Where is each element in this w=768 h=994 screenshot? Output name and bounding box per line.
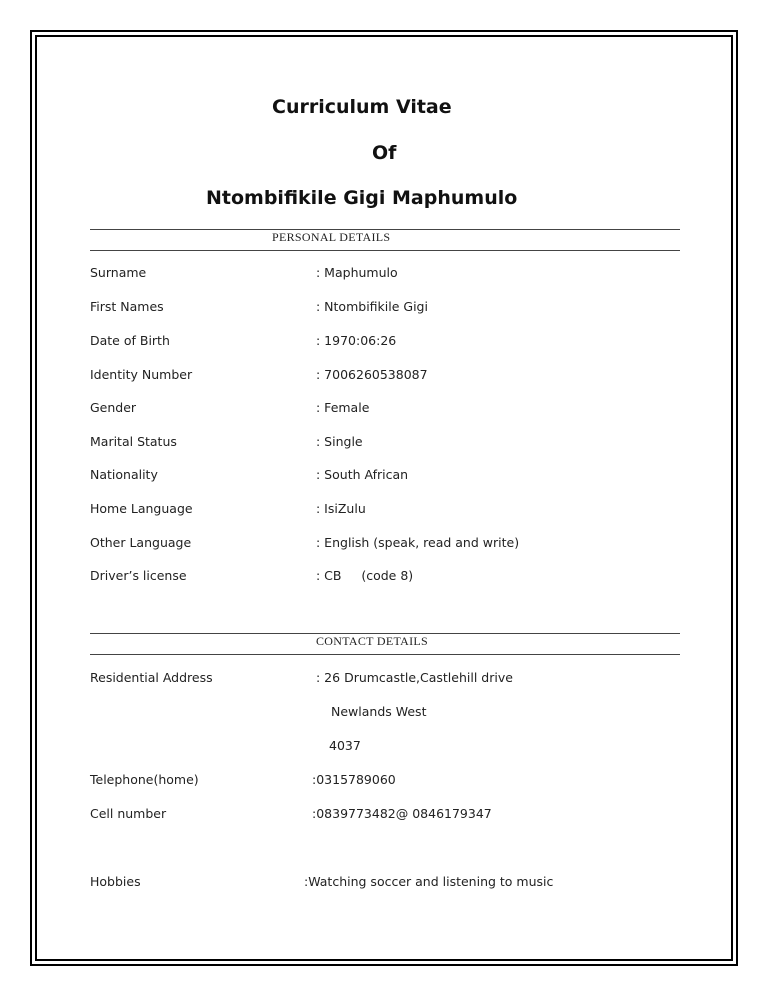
dob-value: : 1970:06:26	[316, 333, 397, 348]
address-line2: Newlands West	[331, 704, 427, 719]
hobbies-value: :Watching soccer and listening to music	[304, 874, 554, 889]
marital-status-value: : Single	[316, 434, 363, 449]
cv-title-of: Of	[372, 142, 397, 164]
gender-label: Gender	[90, 400, 137, 415]
cell-number-value: :0839773482@ 0846179347	[312, 806, 492, 821]
id-number-value: : 7006260538087	[316, 367, 428, 382]
section-rule-bottom	[90, 250, 680, 251]
home-language-label: Home Language	[90, 501, 193, 516]
other-language-label: Other Language	[90, 535, 192, 550]
drivers-license-value: : CB (code 8)	[316, 568, 414, 583]
drivers-license-label: Driver’s license	[90, 568, 187, 583]
address-line3: 4037	[329, 738, 361, 753]
other-language-value: : English (speak, read and write)	[316, 535, 520, 550]
telephone-label: Telephone(home)	[90, 772, 199, 787]
gender-value: : Female	[316, 400, 370, 415]
telephone-value: :0315789060	[312, 772, 396, 787]
first-names-value: : Ntombifikile Gigi	[316, 299, 428, 314]
dob-label: Date of Birth	[90, 333, 170, 348]
personal-details-heading: PERSONAL DETAILS	[272, 230, 391, 244]
hobbies-label: Hobbies	[90, 874, 141, 889]
cv-title: Curriculum Vitae	[272, 96, 452, 118]
page-border-inner	[35, 35, 733, 961]
first-names-label: First Names	[90, 299, 164, 314]
cv-name: Ntombifikile Gigi Maphumulo	[206, 187, 518, 209]
surname-value: : Maphumulo	[316, 265, 398, 280]
id-number-label: Identity Number	[90, 367, 193, 382]
nationality-label: Nationality	[90, 467, 158, 482]
nationality-value: : South African	[316, 467, 409, 482]
contact-details-heading: CONTACT DETAILS	[316, 634, 429, 648]
surname-label: Surname	[90, 265, 147, 280]
contact-rule-bottom	[90, 654, 680, 655]
address-line1: : 26 Drumcastle,Castlehill drive	[316, 670, 513, 685]
marital-status-label: Marital Status	[90, 434, 177, 449]
home-language-value: : IsiZulu	[316, 501, 366, 516]
address-label: Residential Address	[90, 670, 213, 685]
cell-number-label: Cell number	[90, 806, 167, 821]
